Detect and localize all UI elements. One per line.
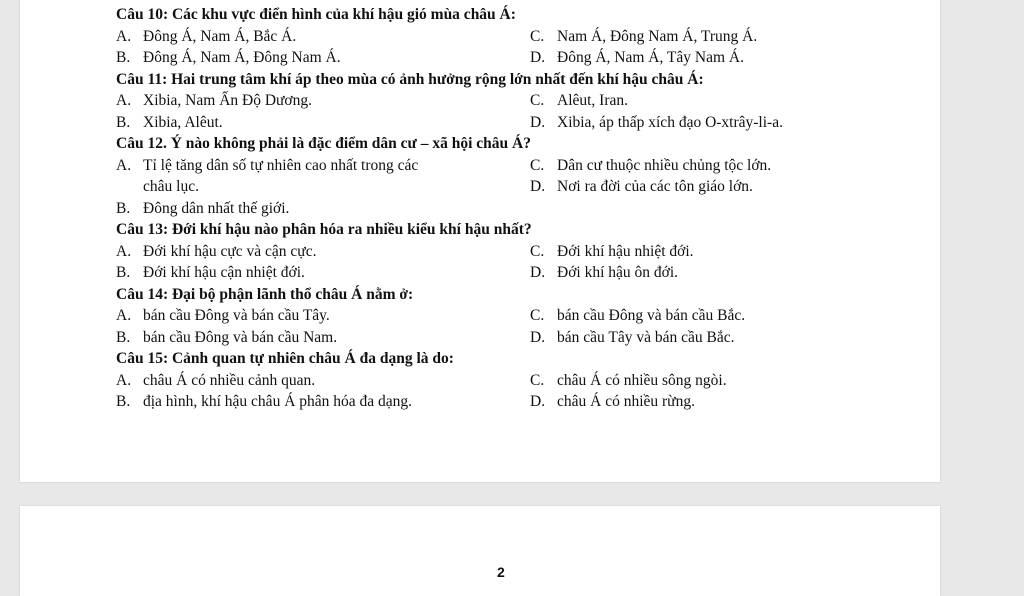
- question-13-title: Câu 13: Đới khí hậu nào phân hóa ra nhiều kiểu khí hậu nhất?: [116, 221, 532, 238]
- question-14-title: Câu 14: Đại bộ phận lãnh thổ châu Á nằm ở:: [116, 285, 414, 303]
- option-text: Nam Á, Đông Nam Á, Trung Á.: [557, 27, 758, 45]
- option-letter: A.: [116, 242, 132, 260]
- option-text: châu Á có nhiều cảnh quan.: [143, 371, 316, 389]
- option-a: [116, 305, 530, 327]
- option-text: bán cầu Đông và bán cầu Nam.: [143, 328, 338, 346]
- option-text: Dân cư thuộc nhiều chủng tộc lớn.: [557, 156, 772, 174]
- option-letter: D.: [530, 264, 546, 281]
- option-letter: B.: [116, 264, 131, 281]
- option-text: Đới khí hậu cực và cận cực.: [143, 242, 317, 260]
- option-letter: B.: [116, 113, 131, 131]
- option-c: [530, 370, 836, 392]
- option-text: châu Á có nhiều rừng.: [557, 393, 695, 410]
- option-text: Đới khí hậu ôn đới.: [557, 264, 679, 281]
- option-c: [530, 26, 836, 48]
- option-letter: C.: [530, 307, 545, 324]
- option-letter: C.: [530, 371, 545, 389]
- option-text: bán cầu Tây và bán cầu Bắc.: [557, 328, 735, 346]
- option-letter: D.: [530, 393, 546, 410]
- option-text: Đông dân nhất thế giới.: [143, 199, 290, 217]
- option-d: [530, 47, 836, 69]
- document-body: [116, 4, 836, 413]
- option-a: [116, 241, 530, 263]
- option-letter: B.: [116, 49, 131, 66]
- option-text: Xibia, Alêut.: [143, 113, 223, 131]
- option-a: [116, 90, 530, 112]
- question-14-row-1: [116, 305, 836, 327]
- option-letter: B.: [116, 199, 131, 217]
- option-a: [116, 26, 530, 48]
- question-15-title: Câu 15: Cảnh quan tự nhiên châu Á đa dạng là do:: [116, 350, 454, 367]
- document-page-2: [20, 506, 940, 596]
- option-text: Alêut, Iran.: [557, 92, 629, 109]
- option-letter: C.: [530, 156, 545, 174]
- question-11-row-1: [116, 90, 836, 112]
- question-13-row-1: [116, 241, 836, 263]
- option-a: [116, 155, 530, 198]
- option-letter: D.: [530, 328, 546, 346]
- option-text: Nơi ra đời của các tôn giáo lớn.: [557, 178, 753, 195]
- option-letter: C.: [530, 242, 545, 260]
- option-text: [143, 155, 418, 198]
- option-text: Đông Á, Nam Á, Đông Nam Á.: [143, 49, 341, 66]
- option-d: [530, 391, 836, 413]
- option-text-line-2: châu lục.: [143, 178, 199, 195]
- option-c: [530, 305, 836, 327]
- question-12-title: Câu 12. Ý nào không phải là đặc điểm dân cư – xã hội châu Á?: [116, 135, 531, 152]
- option-letter: A.: [116, 371, 132, 389]
- option-text: Đông Á, Nam Á, Bắc Á.: [143, 27, 297, 45]
- option-b: [116, 47, 530, 69]
- question-15-row-1: [116, 370, 836, 392]
- option-letter: D.: [530, 49, 546, 66]
- question-12-row-1: [116, 155, 836, 198]
- option-letter: B.: [116, 328, 131, 346]
- option-text: Xibia, áp thấp xích đạo O-xtrây-li-a.: [557, 113, 783, 131]
- option-b: [116, 327, 530, 349]
- option-b: [116, 198, 530, 220]
- page-number: 2: [497, 564, 505, 580]
- question-11-title: Câu 11: Hai trung tâm khí áp theo mùa có ảnh hưởng rộng lớn nhất đến khí hậu châu Á:: [116, 70, 704, 88]
- question-10-row-2: [116, 47, 836, 69]
- option-letter: A.: [116, 156, 132, 174]
- option-text: châu Á có nhiều sông ngòi.: [557, 371, 727, 389]
- option-text-line-1: Tỉ lệ tăng dân số tự nhiên cao nhất trong các: [143, 156, 419, 174]
- option-b: [116, 112, 530, 134]
- option-letter: C.: [530, 27, 545, 45]
- option-letter: A.: [116, 92, 132, 109]
- question-10-title: Câu 10: Các khu vực điển hình của khí hậu gió mùa châu Á:: [116, 6, 516, 23]
- option-b: [116, 391, 530, 413]
- option-b: [116, 262, 530, 284]
- option-d: [530, 176, 836, 198]
- option-letter: D.: [530, 113, 546, 131]
- option-letter: A.: [116, 27, 132, 45]
- option-d: [530, 327, 836, 349]
- question-10-row-1: [116, 26, 836, 48]
- option-letter: B.: [116, 393, 131, 410]
- option-a: [116, 370, 530, 392]
- option-text: Đông Á, Nam Á, Tây Nam Á.: [557, 49, 744, 66]
- option-c: [530, 155, 836, 177]
- options-cd: [530, 155, 836, 198]
- option-d: [530, 112, 836, 134]
- question-13-row-2: [116, 262, 836, 284]
- option-text: địa hình, khí hậu châu Á phân hóa đa dạng.: [143, 393, 413, 410]
- question-11-row-2: [116, 112, 836, 134]
- document-page-1: [20, 0, 940, 482]
- option-text: Đới khí hậu cận nhiệt đới.: [143, 264, 305, 281]
- option-text: Xibia, Nam Ấn Độ Dương.: [143, 92, 312, 109]
- option-c: [530, 241, 836, 263]
- option-d: [530, 262, 836, 284]
- question-12-row-2: [116, 198, 836, 220]
- option-text: Đới khí hậu nhiệt đới.: [557, 242, 694, 260]
- option-letter: D.: [530, 178, 546, 195]
- option-text: bán cầu Đông và bán cầu Bắc.: [557, 307, 746, 324]
- question-14-row-2: [116, 327, 836, 349]
- option-text: bán cầu Đông và bán cầu Tây.: [143, 307, 330, 324]
- option-letter: A.: [116, 307, 132, 324]
- option-letter: C.: [530, 92, 545, 109]
- option-c: [530, 90, 836, 112]
- question-15-row-2: [116, 391, 836, 413]
